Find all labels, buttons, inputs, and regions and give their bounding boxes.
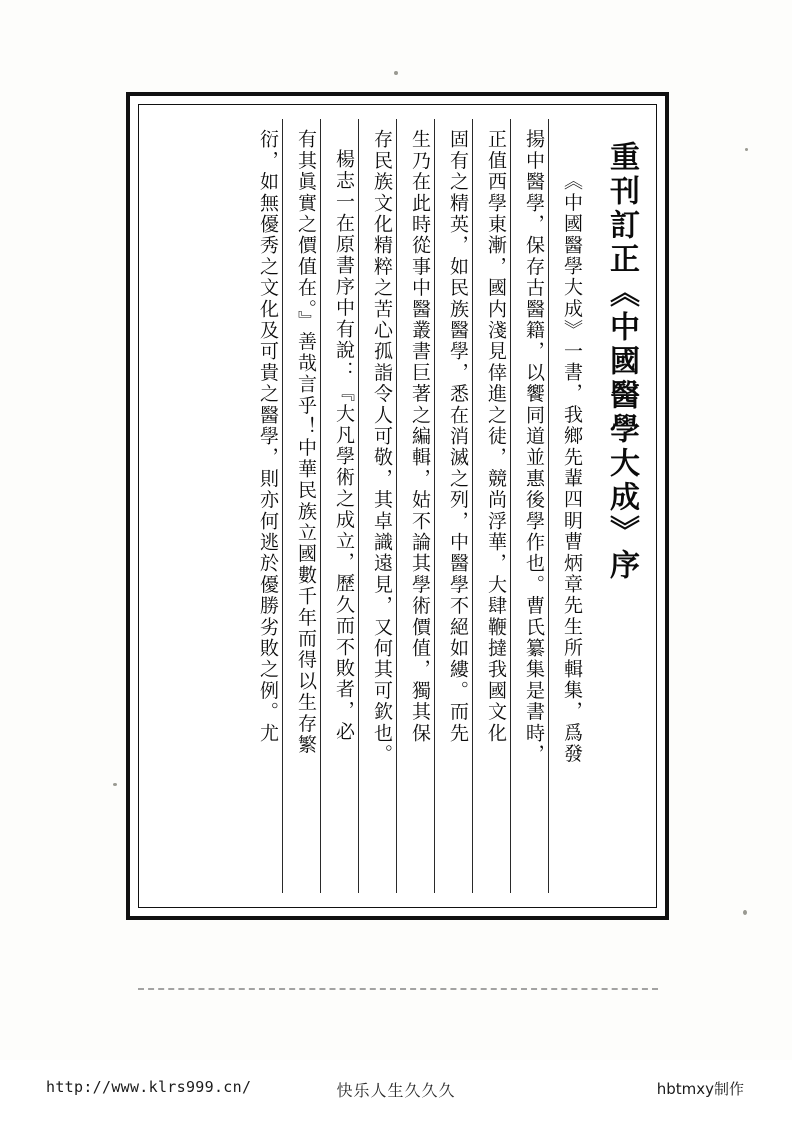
text-column-8: 有其眞實之價值在。』善哉言乎！中華民族立國數千年而得以生存繁 <box>282 119 320 893</box>
text-column-7: 楊志一在原書序中有說：『大凡學術之成立，歷久而不敗者，必 <box>320 119 358 893</box>
footer-url[interactable]: http://www.klrs999.cn/ <box>46 1078 252 1096</box>
scan-speck <box>745 148 748 151</box>
footer-maker-credit: hbtmxy制作 <box>656 1080 744 1098</box>
page-border-outer <box>126 92 669 920</box>
text-column-3: 正值西學東漸，國内淺見倖進之徒，競尚浮華，大肆鞭撻我國文化 <box>472 119 510 893</box>
footer-bar <box>0 1060 792 1122</box>
text-column-6: 存民族文化精粹之苦心孤詣令人可敬，其卓識遠見，又何其可欽也。 <box>358 119 396 893</box>
text-column-5: 生乃在此時從事中醫叢書巨著之編輯，姑不論其學術價值，獨其保 <box>396 119 434 893</box>
footer-slogan: 快乐人生久久久 <box>336 1081 456 1100</box>
text-column-9: 衍，如無優秀之文化及可貴之醫學，則亦何逃於優勝劣敗之例。尤 <box>257 129 279 744</box>
scan-speck <box>743 910 747 915</box>
text-column-4: 固有之精英，如民族醫學，悉在消滅之列，中醫學不絕如縷。而先 <box>434 119 472 893</box>
vertical-text-block <box>153 119 642 893</box>
text-column-2: 揚中醫學，保存古醫籍，以饗同道並惠後學作也。曹氏纂集是書時， <box>510 119 548 893</box>
page-border-inner <box>138 104 657 908</box>
scan-speck <box>394 71 398 75</box>
page-bottom-rule <box>138 988 658 990</box>
scan-speck <box>113 783 117 786</box>
page-title: 重刊訂正《中國醫學大成》序 <box>604 141 639 583</box>
text-column-1: 《中國醫學大成》一書，我鄉先輩四眀曹炳章先生所輯集，爲發 <box>548 119 586 893</box>
